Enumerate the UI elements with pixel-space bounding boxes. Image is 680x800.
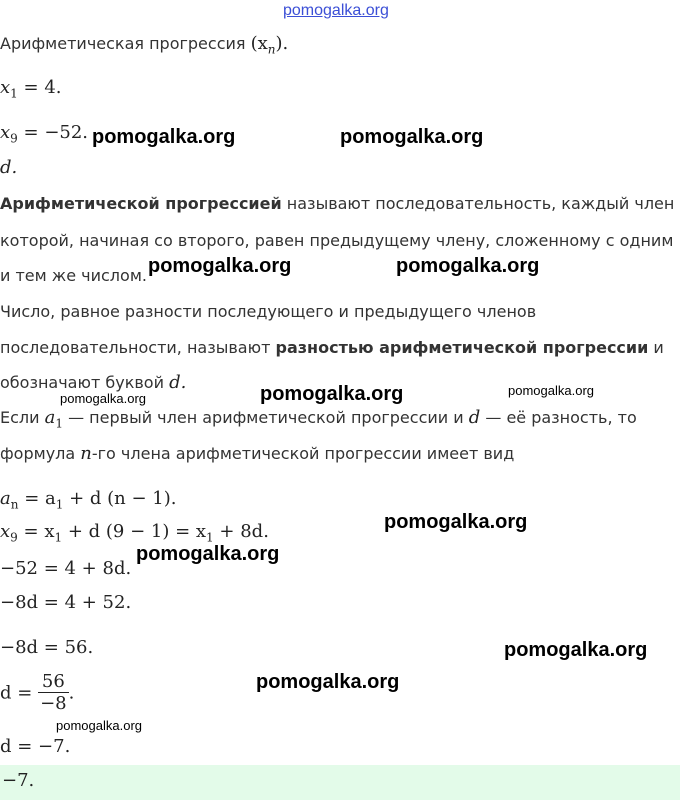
formula-x9: $x_9 = x_1 + d$ $(9 - 1) = x_1 + 8d$. xyxy=(0,521,269,545)
watermark: pomogalka.org xyxy=(340,126,484,148)
answer-value: −7. xyxy=(2,770,35,791)
definition-line-3: и тем же числом. xyxy=(0,266,147,285)
difference-line-1: Число, равное разности последующего и предыдущего членов xyxy=(0,302,537,321)
given-x1: $x_1 = 4$. xyxy=(0,77,62,101)
statement-text: Арифметическая прогрессия xyxy=(0,34,251,53)
watermark: pomogalka.org xyxy=(504,639,648,661)
step-simplify: −8d = 56. xyxy=(0,637,94,658)
fraction: $\frac{56}{-8}$ xyxy=(40,671,67,714)
answer-box xyxy=(0,765,680,800)
formula-intro-line-1: Если $a_1$ — первый член арифметической прогрессии и d — её разность, то xyxy=(0,407,637,431)
step-substitute: −52 = 4 + 8d. xyxy=(0,558,132,579)
watermark: pomogalka.org xyxy=(92,126,236,148)
general-formula: $a_n = a_1 + d$ (n − 1). xyxy=(0,488,177,512)
step-result: d = −7. xyxy=(0,736,71,757)
watermark: pomogalka.org xyxy=(148,255,292,277)
unknown-d: d. xyxy=(0,157,18,178)
watermark: pomogalka.org xyxy=(256,671,400,693)
site-link[interactable]: pomogalka.org xyxy=(283,2,389,19)
watermark: pomogalka.org xyxy=(60,391,146,406)
step-rearrange: −8d = 4 + 52. xyxy=(0,592,132,613)
watermark: pomogalka.org xyxy=(384,511,528,533)
watermark: pomogalka.org xyxy=(396,255,540,277)
watermark: pomogalka.org xyxy=(508,383,594,398)
step-fraction: d = $\frac{56}{-8}$ . xyxy=(0,671,75,714)
watermark: pomogalka.org xyxy=(136,543,280,565)
watermark: pomogalka.org xyxy=(260,383,404,405)
difference-line-2: последовательности, называют разностью арифметической прогрессии и xyxy=(0,338,664,357)
definition-line-1: Арифметической прогрессией называют последовательность, каждый член xyxy=(0,194,675,213)
given-x9: $x_9 = -52$. xyxy=(0,122,89,146)
problem-statement: Арифметическая прогрессия $(x_n)$. xyxy=(0,33,289,57)
difference-line-3: обозначают буквой d. xyxy=(0,372,187,393)
watermark: pomogalka.org xyxy=(56,718,142,733)
formula-intro-line-2: формула n-го члена арифметической прогрессии имеет вид xyxy=(0,443,515,464)
definition-line-2: которой, начиная со второго, равен предыдущему члену, сложенному с одним xyxy=(0,231,674,250)
